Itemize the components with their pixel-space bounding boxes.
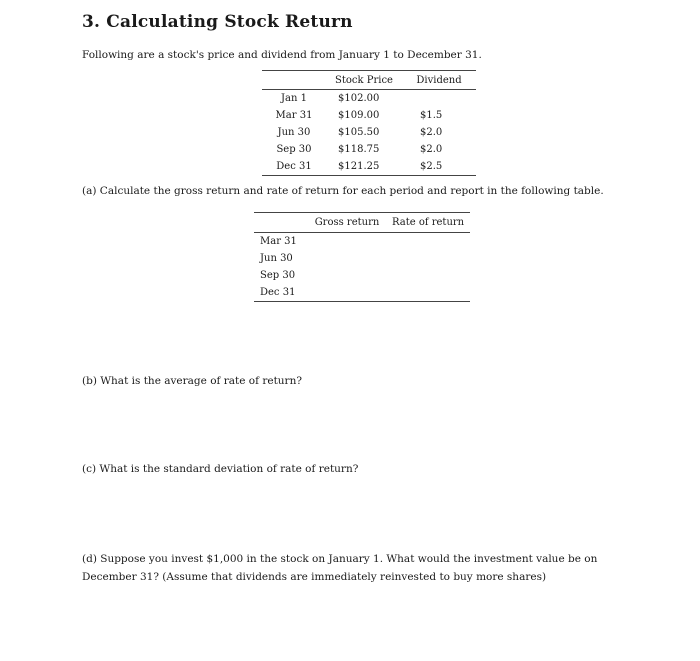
- date-cell: Mar 31: [275, 110, 313, 121]
- question-c: (c) What is the standard deviation of rate of return?: [82, 463, 359, 475]
- page-title: 3. Calculating Stock Return: [82, 12, 353, 32]
- date-cell: Dec 31: [276, 161, 312, 172]
- header-date: [262, 71, 326, 90]
- price-cell: $121.25: [338, 161, 380, 172]
- gross-return-cell: [308, 233, 386, 251]
- table-row: [254, 284, 470, 302]
- header-period: [254, 213, 308, 233]
- price-dividend-table: [262, 70, 476, 176]
- table-header-row: [254, 213, 470, 233]
- dividend-cell: [402, 90, 476, 108]
- table-row: [262, 124, 476, 141]
- price-cell: $105.50: [338, 127, 380, 138]
- rate-of-return-cell: [386, 284, 470, 302]
- table-row: [254, 233, 470, 251]
- table-row: [262, 141, 476, 158]
- rate-of-return-cell: [386, 250, 470, 267]
- dividend-cell: $2.5: [420, 161, 443, 172]
- header-dividend: Dividend: [402, 71, 476, 90]
- price-cell: $102.00: [338, 93, 380, 104]
- intro-text: Following are a stock's price and dividend from January 1 to December 31.: [82, 49, 482, 61]
- header-stock-price: Stock Price: [326, 71, 402, 90]
- dividend-cell: $2.0: [420, 144, 443, 155]
- gross-return-cell: [308, 250, 386, 267]
- question-a: (a) Calculate the gross return and rate of return for each period and report in the following table.: [82, 185, 604, 197]
- return-table: [254, 212, 470, 302]
- header-rate-of-return: Rate of return: [386, 213, 470, 233]
- table-row: [262, 90, 476, 108]
- dividend-cell: $2.0: [420, 127, 443, 138]
- table-header-row: [262, 71, 476, 90]
- date-cell: Jan 1: [281, 93, 307, 104]
- dividend-cell: $1.5: [420, 110, 443, 121]
- rate-of-return-cell: [386, 267, 470, 284]
- question-d: (d) Suppose you invest $1,000 in the stock on January 1. What would the investment value be on December 31? (Assume that dividends are immediately reinvested to buy more shares): [82, 553, 598, 583]
- price-cell: $118.75: [338, 144, 380, 155]
- date-cell: Sep 30: [276, 144, 312, 155]
- period-cell: Sep 30: [260, 270, 296, 281]
- table-row: [254, 267, 470, 284]
- period-cell: Jun 30: [260, 253, 293, 264]
- price-cell: $109.00: [338, 110, 380, 121]
- rate-of-return-cell: [386, 233, 470, 251]
- table-row: [262, 158, 476, 176]
- header-gross-return: Gross return: [308, 213, 386, 233]
- table-row: [254, 250, 470, 267]
- period-cell: Dec 31: [260, 287, 296, 298]
- period-cell: Mar 31: [260, 236, 297, 247]
- gross-return-cell: [308, 284, 386, 302]
- date-cell: Jun 30: [277, 127, 311, 138]
- question-b: (b) What is the average of rate of return?: [82, 375, 302, 387]
- table-row: [262, 107, 476, 124]
- gross-return-cell: [308, 267, 386, 284]
